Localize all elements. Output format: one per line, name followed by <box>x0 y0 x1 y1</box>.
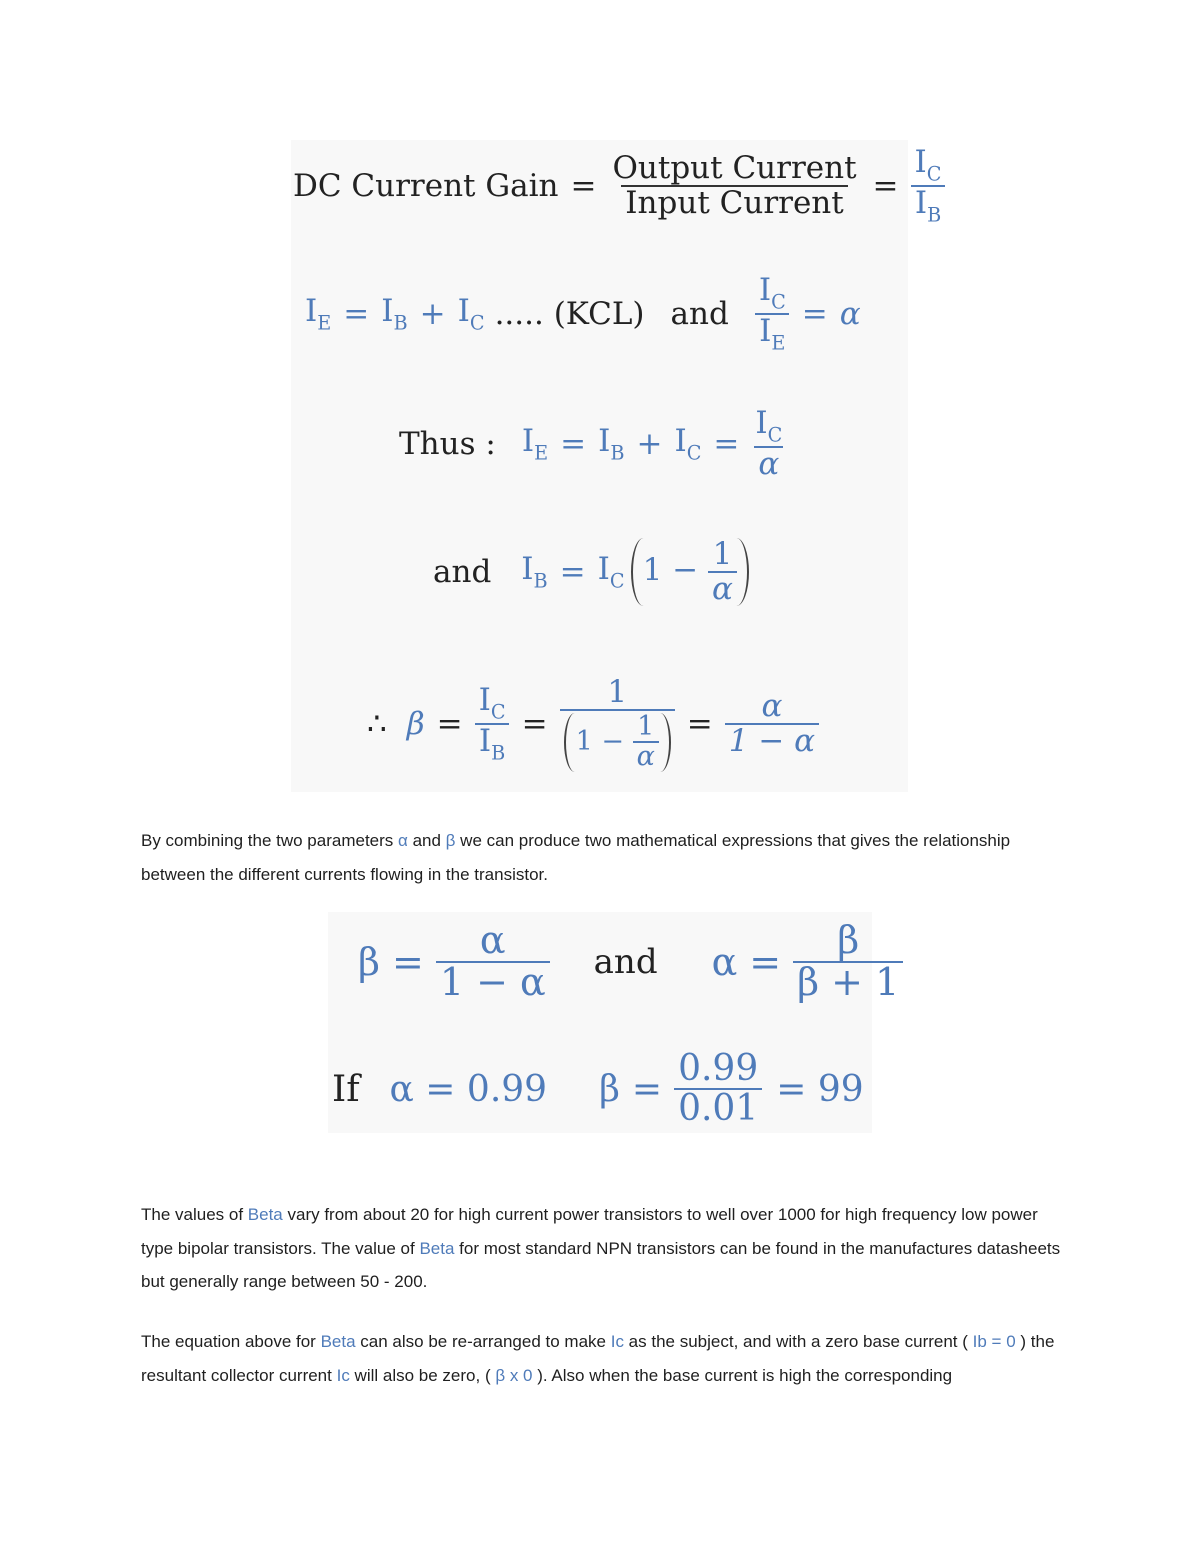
fraction-denominator: 0.01 <box>674 1088 762 1128</box>
ie-symbol: I <box>759 313 772 349</box>
ic-over-ie-fraction <box>755 274 790 354</box>
equals-sign: = <box>391 940 424 984</box>
dc-current-gain-label: DC Current Gain <box>293 168 559 204</box>
fraction-numerator: 1 <box>712 536 733 573</box>
and-word: and <box>433 554 492 590</box>
ib-symbol: I <box>521 551 534 588</box>
alpha-symbol: α <box>708 571 737 606</box>
ic-symbol: I <box>457 293 470 330</box>
ic-subscript: C <box>926 162 942 186</box>
alpha-symbol: α <box>839 296 861 332</box>
fraction-numerator: 1 <box>637 710 655 742</box>
one-over-alpha-fraction <box>708 538 737 605</box>
ic-subscript: C <box>767 423 783 447</box>
ic-symbol: I <box>914 144 927 181</box>
beta-equation <box>367 660 819 788</box>
paragraph-beta-values <box>141 1198 1061 1299</box>
alpha-over-one-minus-alpha-fraction <box>436 918 550 1004</box>
text-run: vary from about 20 for high current power transistors to well over 1000 for high frequency low power type bipolar transistors. The value of <box>141 1205 1038 1258</box>
text-run: ) the resultant collector current <box>141 1332 1055 1385</box>
ib-symbol: I <box>381 293 394 330</box>
ie-symbol: I <box>521 423 535 460</box>
beta-symbol: β <box>358 940 380 984</box>
ib-symbol: I <box>478 723 492 759</box>
equals-sign: = <box>801 296 828 332</box>
ic-highlight: Ic <box>610 1332 624 1351</box>
text-run: can also be re-arranged to make <box>355 1332 611 1351</box>
ib-symbol: I <box>598 423 611 460</box>
text-run: By combining the two parameters <box>141 831 399 850</box>
ic-symbol: I <box>674 423 687 460</box>
alpha-highlight: α <box>398 831 408 850</box>
ic-symbol: I <box>758 272 772 309</box>
ic-subscript: C <box>686 441 702 465</box>
ic-subscript: C <box>490 700 506 724</box>
equals-sign: = <box>686 706 713 742</box>
text-run: we can produce two mathematical expressions that gives the relationship between the different currents flowing in the transistor. <box>141 831 1011 884</box>
minus-sign: − <box>672 552 699 589</box>
beta-symbol: β <box>599 1068 620 1110</box>
ic-symbol: I <box>597 551 610 588</box>
fraction-numerator: α <box>761 688 783 725</box>
and-word: and <box>593 942 658 982</box>
text-run: as the subject, and with a zero base current ( <box>623 1332 973 1351</box>
kcl-label: ..... (KCL) <box>494 296 645 332</box>
fraction-numerator: 1 <box>607 674 628 711</box>
ic-subscript: C <box>469 311 485 335</box>
thus-label: Thus : <box>399 426 496 462</box>
equals-sign: = <box>713 426 740 462</box>
beta-highlight: Beta <box>320 1332 356 1351</box>
beta-over-beta-plus-one-fraction <box>793 918 903 1004</box>
fraction-numerator: α <box>479 918 506 963</box>
if-word: If <box>332 1068 360 1110</box>
input-current-denominator: Input Current <box>621 185 847 220</box>
ib-symbol: I <box>914 185 928 221</box>
ib-subscript: B <box>610 441 625 465</box>
text-run: and <box>407 831 446 850</box>
ic-symbol: I <box>478 682 491 719</box>
equals-sign: = <box>560 426 587 462</box>
equals-sign: = <box>559 554 586 590</box>
plus-sign: + <box>636 426 663 462</box>
one-number: 1 <box>642 552 663 589</box>
equals-sign: = <box>570 168 597 204</box>
parenthesized-expression <box>631 538 749 605</box>
output-over-input-fraction <box>608 152 860 219</box>
text-run: ). Also when the base current is high the corresponding <box>532 1365 953 1385</box>
output-current-numerator: Output Current <box>612 150 857 187</box>
one-over-alpha-fraction <box>633 710 659 773</box>
beta-alpha-relationship <box>358 916 903 1008</box>
beta-times-zero-highlight: β x 0 <box>495 1365 533 1385</box>
ie-symbol: I <box>305 293 318 330</box>
beta-highlight: β <box>445 831 456 850</box>
and-word: and <box>670 296 729 332</box>
plus-sign: + <box>419 296 446 332</box>
text-run: will also be zero, ( <box>349 1365 496 1385</box>
example-calculation <box>332 1046 864 1132</box>
one-minus: 1 − <box>575 725 624 757</box>
ib-subscript: B <box>533 569 548 593</box>
equals-sign: = <box>343 296 370 332</box>
ic-highlight: Ic <box>336 1365 350 1385</box>
ic-over-ib-fraction <box>475 684 510 764</box>
ib-subscript: B <box>491 741 506 765</box>
alpha-symbol: α <box>711 940 738 984</box>
ic-over-ib-fraction <box>911 146 946 226</box>
result-value: = 99 <box>776 1068 864 1110</box>
ic-symbol: I <box>755 405 768 442</box>
ic-subscript: C <box>609 569 625 593</box>
one-over-complex-fraction <box>560 676 675 771</box>
equals-sign: = <box>631 1068 663 1110</box>
ic-over-alpha-fraction <box>751 405 786 483</box>
fraction-numerator: 0.99 <box>678 1048 759 1090</box>
equals-sign: = <box>872 168 899 204</box>
fraction-numerator: β <box>837 918 860 963</box>
equals-sign: = <box>749 940 782 984</box>
alpha-symbol: α <box>633 741 659 771</box>
ie-subscript: E <box>317 311 332 335</box>
formula-panel-beta-alpha <box>328 912 900 1133</box>
ie-subscript: E <box>771 331 786 355</box>
alpha-symbol: α <box>754 446 783 481</box>
paragraph-rearranged-equation <box>141 1325 1061 1392</box>
kcl-equation <box>305 272 861 356</box>
ib-subscript: B <box>393 311 408 335</box>
formula-panel-dc-gain <box>291 140 942 792</box>
beta-highlight: Beta <box>247 1205 283 1224</box>
alpha-over-one-minus-alpha-fraction <box>725 690 819 757</box>
therefore-symbol: ∴ <box>367 706 387 742</box>
fraction-denominator: 1 − α <box>725 723 819 758</box>
ib-subscript: B <box>927 203 942 227</box>
beta-symbol: β <box>406 706 425 742</box>
ib-equation <box>433 524 749 620</box>
numeric-fraction <box>674 1050 762 1128</box>
parenthesized-expression <box>564 710 671 773</box>
text-run: The values of <box>141 1205 248 1224</box>
beta-highlight: Beta <box>419 1238 455 1258</box>
ic-subscript: C <box>771 290 786 314</box>
ib-zero-highlight: Ib = 0 <box>972 1332 1016 1351</box>
thus-equation <box>399 402 786 486</box>
alpha-value: α = 0.99 <box>389 1068 548 1110</box>
equals-sign: = <box>521 706 548 742</box>
fraction-denominator: β + 1 <box>793 961 903 1003</box>
paragraph-combining-parameters <box>141 824 1061 891</box>
text-run: The equation above for <box>141 1332 321 1351</box>
ie-subscript: E <box>534 441 549 465</box>
equals-sign: = <box>436 706 463 742</box>
dc-current-gain-equation <box>293 144 945 228</box>
fraction-denominator: 1 − α <box>436 961 550 1003</box>
text-run: for most standard NPN transistors can be found in the manufactures datasheets but generally range between 50 - 200. <box>141 1238 1061 1291</box>
